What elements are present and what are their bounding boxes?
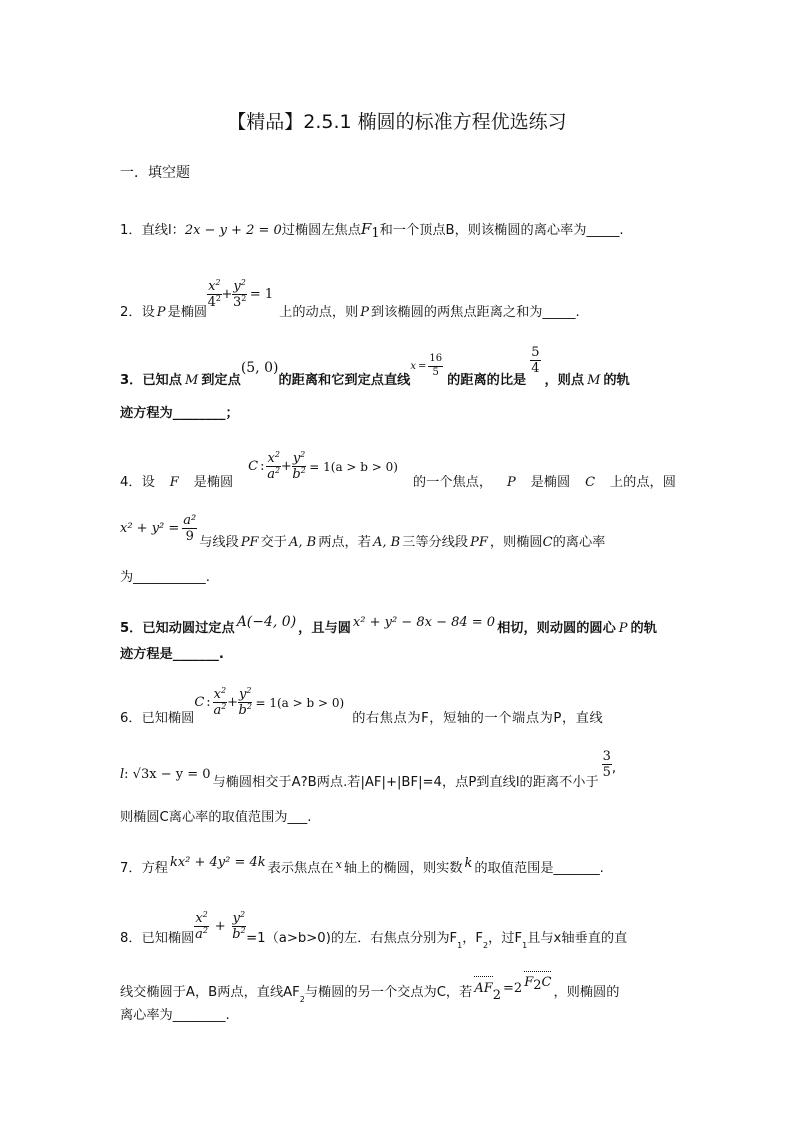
circle-equation: x² + y² = $\frac{\text{a²}}{9}$: [120, 512, 197, 545]
question-3-line-2: 迹方程为________；: [120, 406, 239, 421]
question-4: 4．设 F 是椭圆 C : $\frac{x^2}{a^2}$ + $\frac{y^2}{b^2}$ = 1(a > b > 0) 的一个焦点， P 是椭圆 C 上的点，圆: [120, 449, 676, 490]
vector-equation: AF 2 =2 $F_2C$: [474, 981, 551, 996]
question-8: 8．已知椭圆 $\frac{x^2}{a^2}$ + $\frac{y^2}{b^2}$ =1（a>b>0)的左．右焦点分别为F 1 ，F 2 ，过F 1 且与x轴垂直的直: [120, 909, 628, 950]
ellipse-equation: C : $\frac{x^2}{a^2}$ + $\frac{y^2}{b^2}$ = 1(a > b > 0): [194, 685, 345, 719]
question-6-line-2: l : √3x − y = 0 与椭圆相交于A?B两点.若|AF|+|BF|=4，点P到直线l的距离不小于 $\frac{3}{5}$ ,: [120, 748, 617, 790]
question-5-line-2: 迹方程是_______.: [120, 647, 224, 662]
question-1: 1．直线l：2x − y + 2 = 0过椭圆左焦点$F_1$和一个顶点B，则该椭圆的离心率为_____.: [120, 220, 624, 241]
question-6-line-3: 则椭圆C离心率的取值范围为___.: [120, 810, 312, 825]
question-4-line-3: 为___________.: [120, 570, 210, 585]
ellipse-equation: C : $\frac{x^2}{a^2}$ + $\frac{y^2}{b^2}$ = 1(a > b > 0): [248, 449, 398, 483]
equation: 2x − y + 2 = 0: [184, 223, 282, 238]
question-6: 6．已知椭圆 C : $\frac{x^2}{a^2}$ + $\frac{y^2}{b^2}$ = 1(a > b > 0) 的右焦点为F，短轴的一个端点为P，直线: [120, 685, 604, 726]
ellipse-equation: $\frac{x^2}{a^2}$ + $\frac{y^2}{b^2}$: [195, 909, 246, 943]
question-8-line-3: 离心率为________.: [120, 1008, 230, 1023]
ellipse-equation: $\frac{x^2}{4^2}$ + $\frac{y^2}{3^2}$ = 1: [207, 277, 274, 311]
question-2: 2．设 P 是椭圆 $\frac{x^2}{4^2}$ + $\frac{y^2}{3^2}$ = 1 上的动点，则 P 到该椭圆的两焦点距离之和为_____.: [120, 277, 580, 320]
question-4-line-2: x² + y² = $\frac{\text{a²}}{9}$ 与线段 PF 交于 A, B 两点，若 A, B 三等分线段 PF ，则椭圆 C 的离心率: [120, 512, 606, 550]
question-5: 5．已知动圆过定点 A(−4, 0) ，且与圆 x² + y² − 8x − 84 = 0 相切，则动圆的圆心 P 的轨: [120, 614, 657, 636]
question-7: 7．方程 kx² + 4y² = 4k 表示焦点在 x 轴上的椭圆，则实数 k 的取值范围是_______.: [120, 855, 604, 876]
section-heading: 一．填空题: [120, 165, 190, 181]
page-title: 【精品】2.5.1 椭圆的标准方程优选练习: [227, 111, 567, 133]
question-3: 3．已知点 M 到定点 (5, 0) 的距离和它到定点直线 x = $\frac{16}{5}$ 的距离的比是 $\frac{5}{4}$ ，则点 M 的轨: [120, 344, 630, 388]
question-8-line-2: 线交椭圆于A，B两点，直线AF 2 与椭圆的另一个交点为C，若 AF 2 =2 $F_2C$ ，则椭圆的: [120, 968, 619, 1000]
